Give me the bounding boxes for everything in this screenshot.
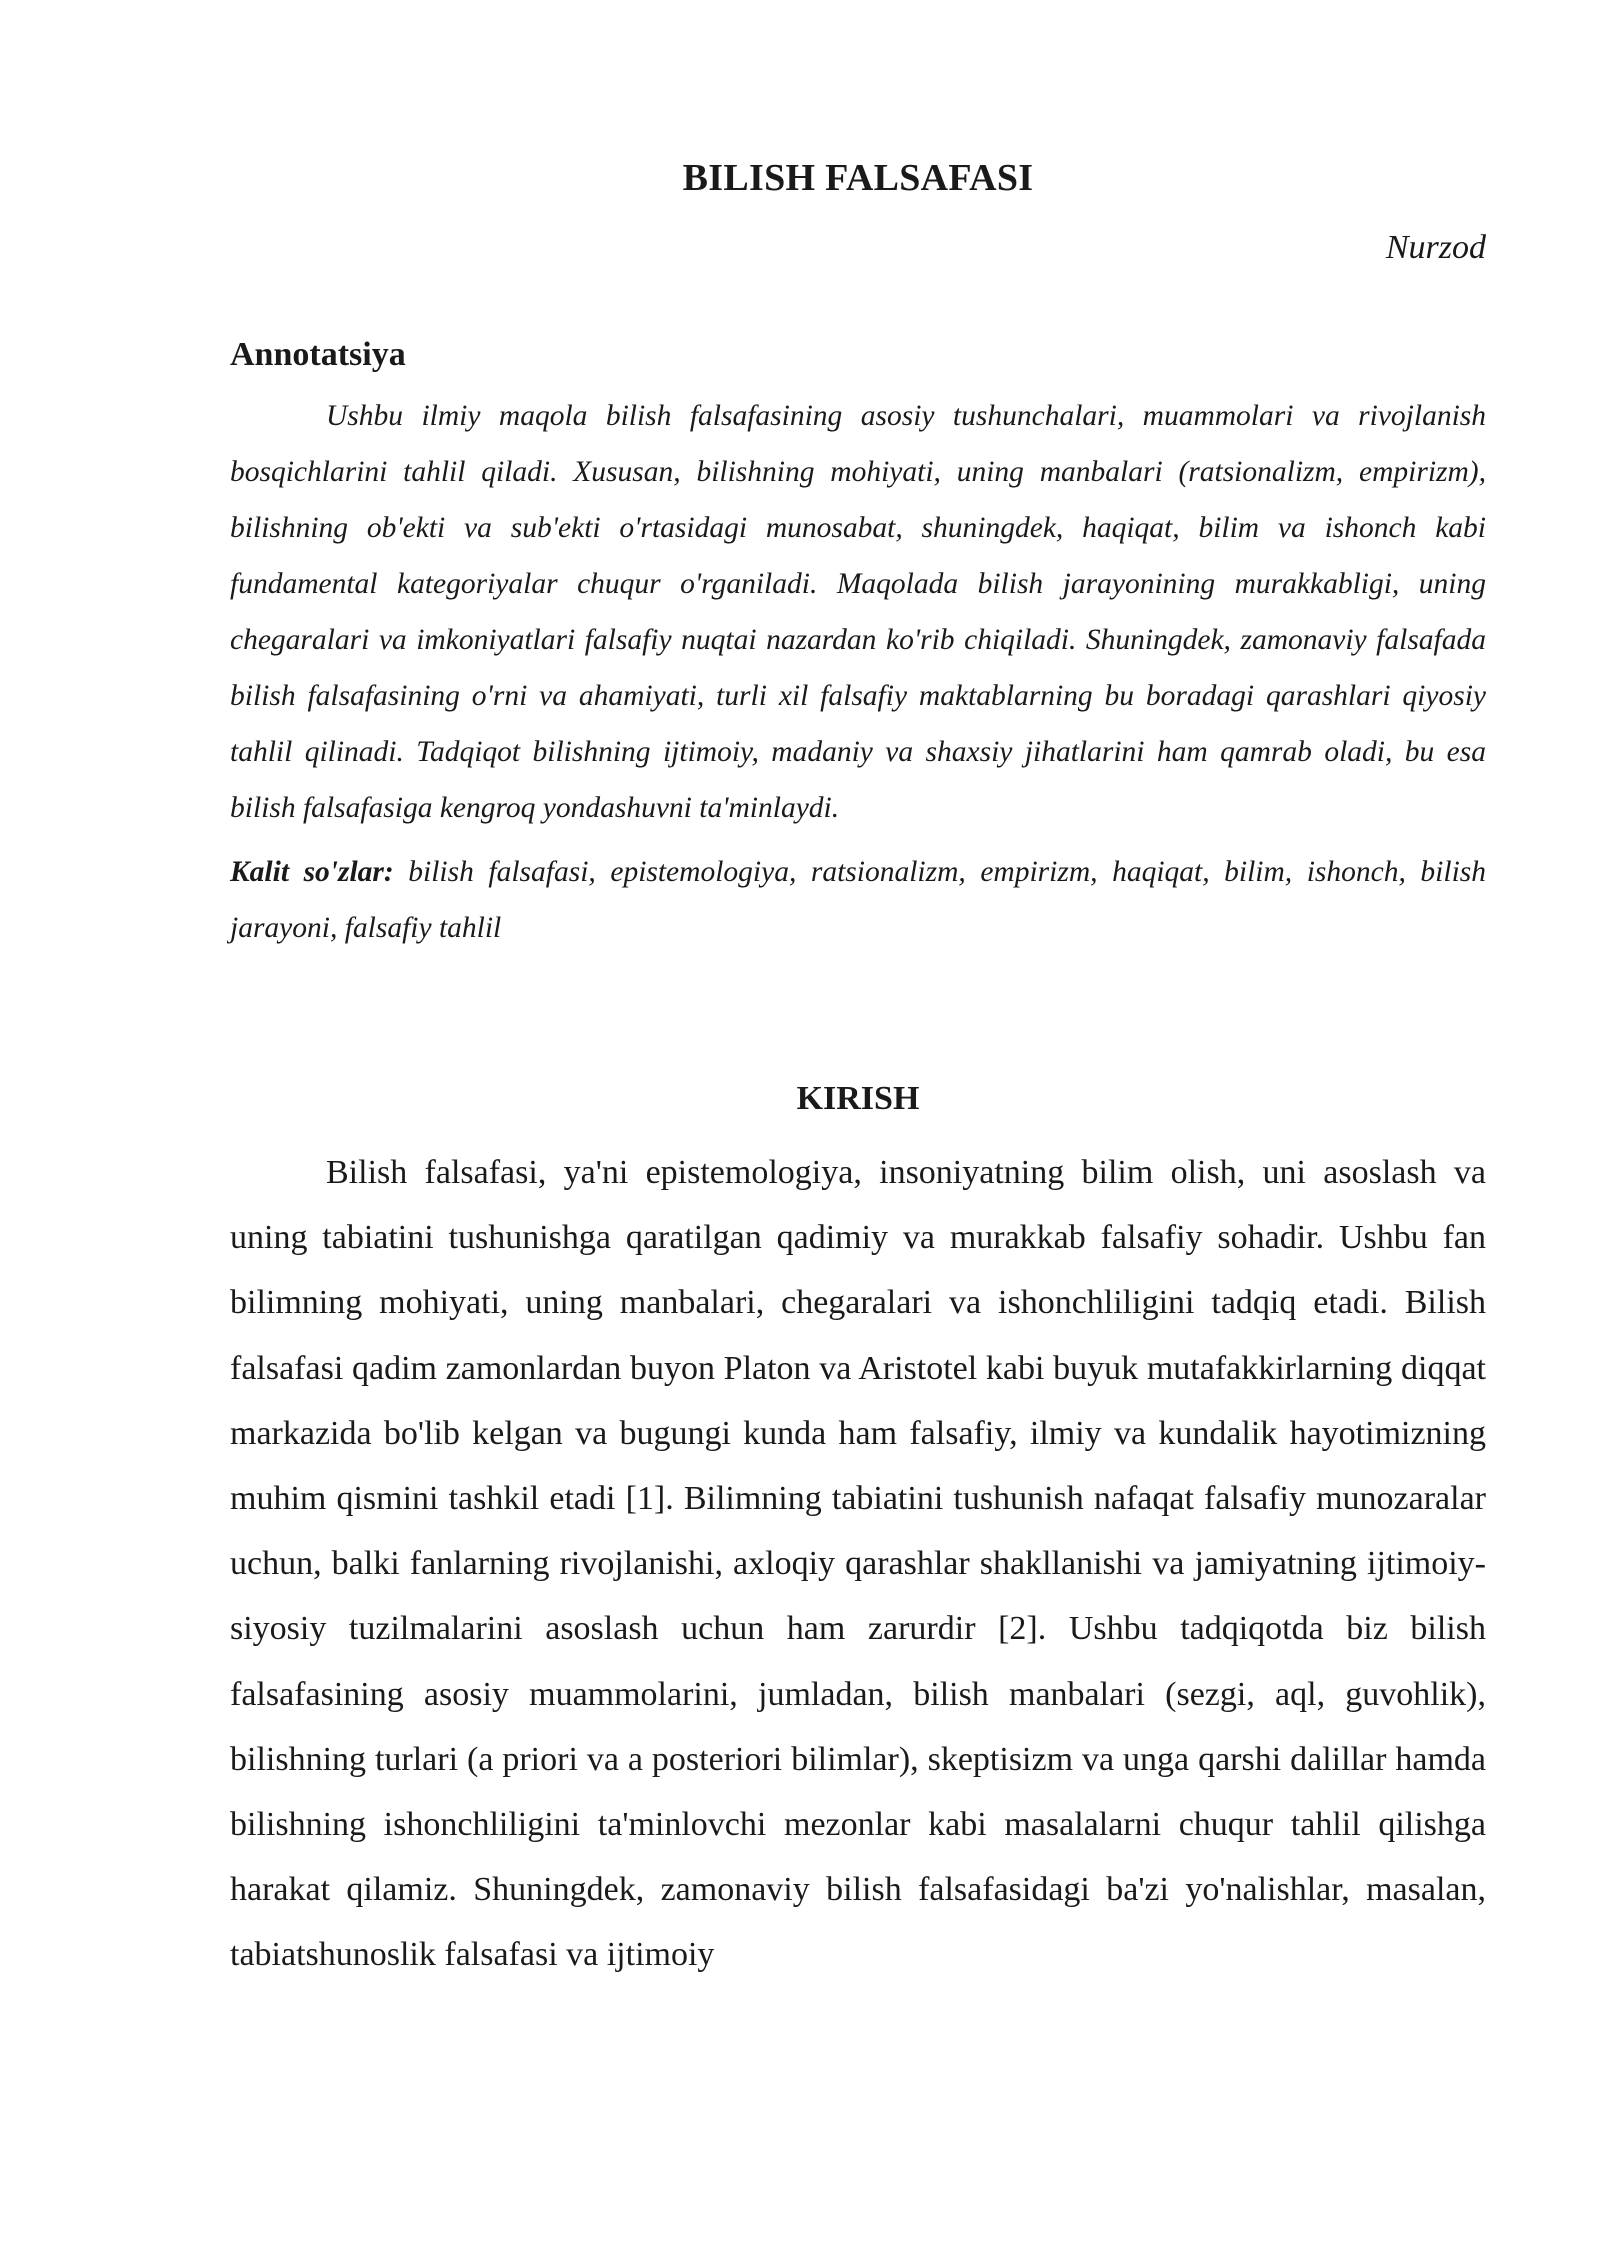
abstract-heading: Annotatsiya [230, 336, 406, 373]
keywords-paragraph [230, 844, 1486, 956]
paper-title: BILISH FALSAFASI [682, 157, 1034, 199]
intro-paragraph: Bilish falsafasi, ya'ni epistemologiya, insoniyatning bilim olish, uni asoslash va uning tabiatini tushunishga qaratilgan qadimiy va murakkab falsafiy sohadir. Ushbu fan bilimning mohiyati, uning manbalari, chegaralari va ishonchliligini tadqiq etadi. Bilish falsafasi qadim zamonlardan buyon Platon va Aristotel kabi buyuk mutafakkirlarning diqqat markazida bo'lib kelgan va bugungi kunda ham falsafiy, ilmiy va kundalik hayotimizning muhim qismini tashkil etadi [1]. Bilimning tabiatini tushunish nafaqat falsafiy munozaralar uchun, balki fanlarning rivojlanishi, axloqiy qarashlar shakllanishi va jamiyatning ijtimoiy-siyosiy tuzilmalarini asoslash uchun ham zarurdir [2]. Ushbu tadqiqotda biz bilish falsafasining asosiy muammolarini, jumladan, bilish manbalari (sezgi, aql, guvohlik), bilishning turlari (a priori va a posteriori bilimlar), skeptisizm va unga qarshi dalillar hamda bilishning ishonchliligini ta'minlovchi mezonlar kabi masalalarni chuqur tahlil qilishga harakat qilamiz. Shuningdek, zamonaviy bilish falsafasidagi ba'zi yo'nalishlar, masalan, tabiatshunoslik falsafasi va ijtimoiy [230, 1154, 1486, 1974]
author-name: Nurzod [1385, 229, 1486, 266]
page-content [230, 148, 1486, 1988]
intro-heading: KIRISH [796, 1080, 920, 1117]
keywords-list: bilish falsafasi, epistemologiya, ratsionalizm, empirizm, haqiqat, bilim, ishonch, bilish jarayoni, falsafiy tahlil [230, 856, 1486, 944]
abstract-paragraph: Ushbu ilmiy maqola bilish falsafasining asosiy tushunchalari, muammolari va rivojlanish bosqichlarini tahlil qiladi. Xususan, bilishning mohiyati, uning manbalari (ratsionalizm, empirizm), bilishning ob'ekti va sub'ekti o'rtasidagi munosabat, shuningdek, haqiqat, bilim va ishonch kabi fundamental kategoriyalar chuqur o'rganiladi. Maqolada bilish jarayonining murakkabligi, uning chegaralari va imkoniyatlari falsafiy nuqtai nazardan ko'rib chiqiladi. Shuningdek, zamonaviy falsafada bilish falsafasining o'rni va ahamiyati, turli xil falsafiy maktablarning bu boradagi qarashlari qiyosiy tahlil qilinadi. Tadqiqot bilishning ijtimoiy, madaniy va shaxsiy jihatlarini ham qamrab oladi, bu esa bilish falsafasiga kengroq yondashuvni ta'minlaydi. [230, 400, 1486, 824]
keywords-label: Kalit so'zlar: [230, 856, 394, 888]
